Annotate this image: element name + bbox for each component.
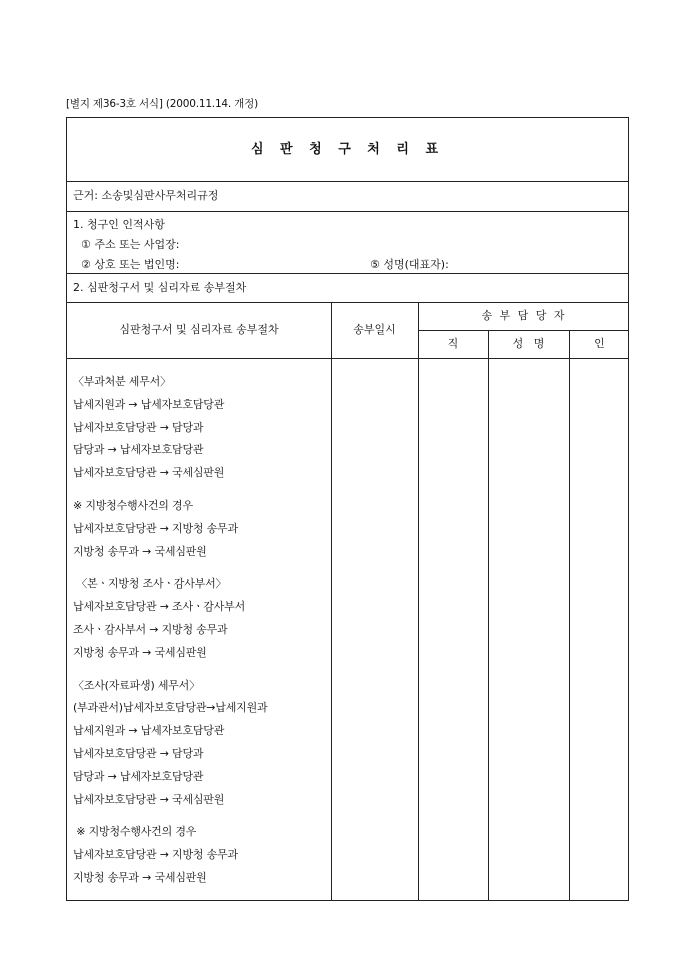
procedure-group <box>73 495 331 563</box>
procedure-group <box>73 821 331 889</box>
representative-name-label: ⑤ 성명(대표자): <box>370 258 449 271</box>
procedure-group <box>73 371 331 485</box>
col-header-staff: 송 부 담 당 자 <box>481 309 567 322</box>
procedure-line: 납세자보호담당관 → 국세심판원 <box>73 792 225 806</box>
procedure-line: 납세지원과 → 납세자보호담당관 <box>73 397 225 411</box>
procedure-line: 지방청 송무과 → 국세심판원 <box>73 645 207 659</box>
basis-text: 근거: 소송및심판사무처리규정 <box>73 189 219 202</box>
form-caption: [별지 제36-3호 서식] (2000.11.14. 개정) <box>66 98 258 110</box>
procedure-line: 담당과 → 납세자보호담당관 <box>73 443 204 457</box>
procedure-line: 납세자보호담당관 → 지방청 송무과 <box>73 521 238 535</box>
subheader-seal: 인 <box>594 337 605 350</box>
subheader-position: 직 <box>447 337 459 350</box>
column-line <box>569 330 570 900</box>
procedure-line: 〈부과처분 세무서〉 <box>73 375 171 388</box>
address-label: ① 주소 또는 사업장: <box>81 238 180 251</box>
table-header-bottom <box>67 358 628 359</box>
procedure-line: 담당과 → 납세자보호담당관 <box>73 769 204 783</box>
col-header-date: 송부일시 <box>353 323 396 336</box>
col-header-procedure: 심판청구서 및 심리자료 송부절차 <box>119 323 279 336</box>
form-title: 심 판 청 구 처 리 표 <box>250 142 445 157</box>
procedure-line: 납세지원과 → 납세자보호담당관 <box>73 724 225 738</box>
divider <box>67 211 628 212</box>
procedure-list <box>73 371 331 900</box>
subheader-name: 성 명 <box>512 337 545 350</box>
procedure-line: 지방청 송무과 → 국세심판원 <box>73 870 207 884</box>
procedure-line: 지방청 송무과 → 국세심판원 <box>73 544 207 558</box>
column-line <box>331 302 332 900</box>
procedure-line: 〈조사(자료파생) 세무서〉 <box>73 678 200 692</box>
procedure-line: (부과관서)납세자보호담당관→납세지원과 <box>73 701 268 715</box>
procedure-group <box>73 573 331 664</box>
procedure-line: 〈본ㆍ지방청 조사ㆍ감사부서〉 <box>73 577 227 591</box>
procedure-line: 납세자보호담당관 → 지방청 송무과 <box>73 848 238 862</box>
procedure-line: 납세자보호담당관 → 국세심판원 <box>73 466 225 480</box>
procedure-line: 납세자보호담당관 → 조사ㆍ감사부서 <box>73 600 245 614</box>
company-label: ② 상호 또는 법인명: <box>81 258 180 271</box>
procedure-group <box>73 675 331 812</box>
procedure-line: ※ 지방청수행사건의 경우 <box>73 825 197 839</box>
procedure-line: 조사ㆍ감사부서 → 지방청 송무과 <box>73 622 228 636</box>
procedure-line: 납세자보호담당관 → 담당과 <box>73 746 204 760</box>
section1-heading: 1. 청구인 인적사항 <box>73 218 165 231</box>
procedure-line: 납세자보호담당관 → 담당과 <box>73 420 204 434</box>
section2-heading: 2. 심판청구서 및 심리자료 송부절차 <box>73 281 247 294</box>
procedure-line: ※ 지방청수행사건의 경우 <box>73 498 193 512</box>
column-line <box>418 302 419 900</box>
form-frame <box>66 117 629 901</box>
column-line <box>488 330 489 900</box>
